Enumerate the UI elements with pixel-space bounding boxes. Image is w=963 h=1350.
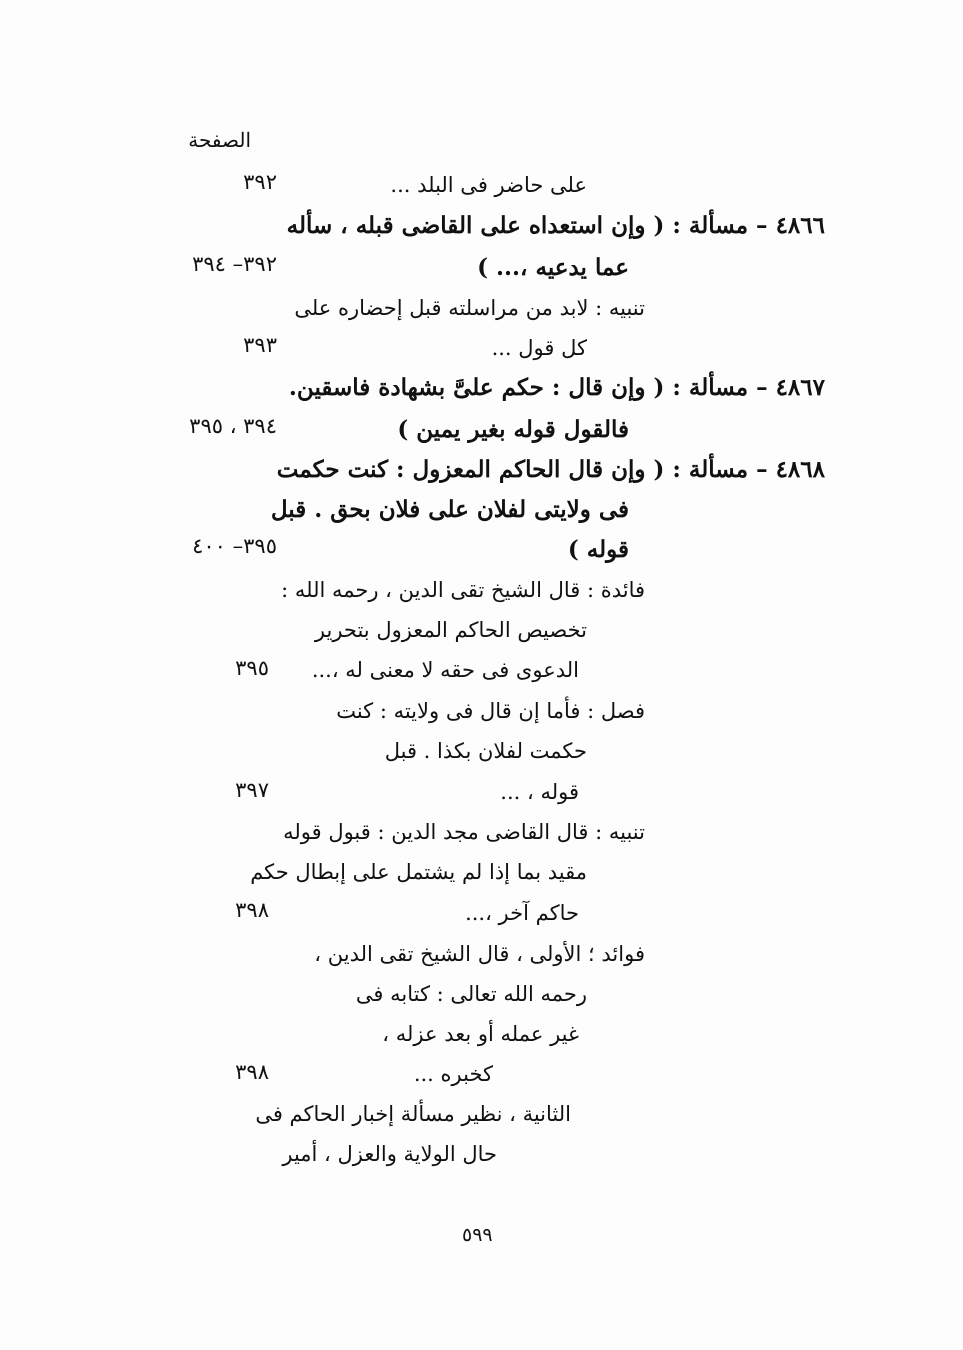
page-number: ٥٩٩ [462, 1224, 493, 1246]
issue-heading-continuation: فالقول قوله بغير يمين ) [397, 416, 629, 443]
index-line: كل قول ... [491, 336, 587, 360]
page-reference: ٣٩٨ [235, 898, 269, 922]
index-line: تخصيص الحاكم المعزول بتحرير [314, 618, 587, 642]
index-line: على حاضر فى البلد ... [390, 173, 587, 197]
issue-heading: ٤٨٦٧ – مسألة : ( وإن قال : حكم علىَّ بشهادة فاسقين. [288, 374, 825, 401]
index-line: الدعوى فى حقه لا معنى له ،... [311, 658, 579, 682]
issue-heading: ٤٨٦٦ – مسألة : ( وإن استعداه على القاضى قبله ، سأله [286, 212, 825, 239]
page-reference: ٣٩٣ [243, 333, 277, 357]
issue-heading-continuation: فى ولايتى لفلان على فلان بحق . قبل [270, 496, 629, 523]
index-line: رحمه الله تعالى : كتابه فى [355, 982, 587, 1006]
index-line: حال الولاية والعزل ، أمير [282, 1142, 497, 1166]
page-reference: ٣٩٥– ٤٠٠ [192, 534, 277, 558]
index-line: تنبيه : لابد من مراسلته قبل إحضاره على [294, 296, 645, 320]
issue-heading-continuation: عما يدعيه ،... ) [477, 254, 629, 281]
page-reference: ٣٩٨ [235, 1060, 269, 1084]
index-line: كخبره ... [413, 1062, 493, 1086]
index-line: فوائد ؛ الأولى ، قال الشيخ تقى الدين ، [314, 942, 645, 966]
index-line: مقيد بما إذا لم يشتمل على إبطال حكم [250, 860, 587, 884]
page-reference: ٣٩٢– ٣٩٤ [192, 252, 277, 276]
page-reference: ٣٩٧ [235, 778, 269, 802]
issue-heading: ٤٨٦٨ – مسألة : ( وإن قال الحاكم المعزول : كنت حكمت [276, 456, 825, 483]
page-column-header: الصفحة [188, 128, 251, 152]
index-line: فائدة : قال الشيخ تقى الدين ، رحمه الله : [281, 578, 645, 602]
index-line: فصل : فأما إن قال فى ولايته : كنت [336, 699, 645, 723]
page-reference: ٣٩٥ [235, 656, 269, 680]
index-line: قوله ، ... [500, 780, 579, 804]
index-line: الثانية ، نظير مسألة إخبار الحاكم فى [255, 1102, 571, 1126]
page-reference: ٣٩٢ [243, 170, 277, 194]
index-line: حاكم آخر ،... [465, 901, 579, 925]
index-line: تنبيه : قال القاضى مجد الدين : قبول قوله [283, 820, 645, 844]
issue-heading-continuation: قوله ) [567, 536, 629, 563]
index-line: حكمت لفلان بكذا . قبل [384, 739, 587, 763]
index-line: غير عمله أو بعد عزله ، [382, 1022, 579, 1046]
page-reference: ٣٩٤ ، ٣٩٥ [189, 414, 277, 438]
